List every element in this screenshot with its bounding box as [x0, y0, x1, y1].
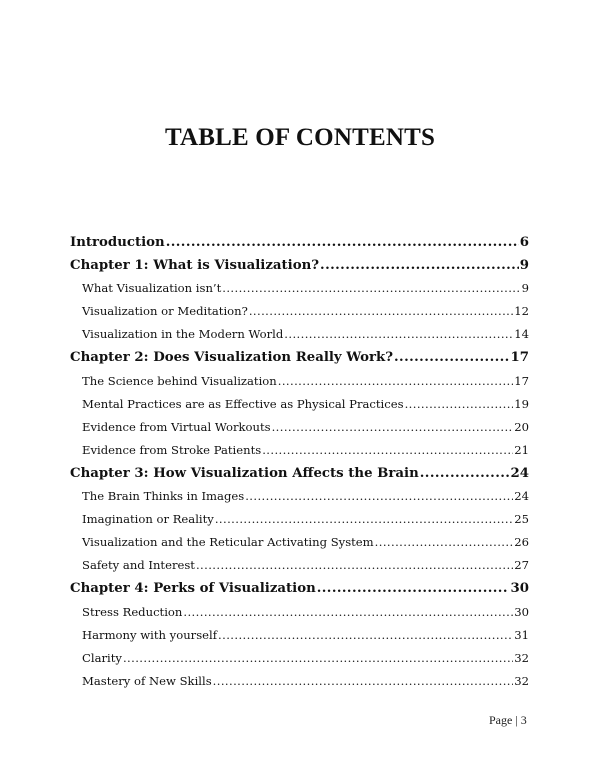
- toc-section-entry[interactable]: [70, 323, 529, 346]
- toc-entry-label: Evidence from Stroke Patients: [82, 442, 262, 457]
- toc-section-entry[interactable]: [70, 647, 529, 670]
- toc-entry-label: Visualization in the Modern World: [82, 327, 284, 342]
- toc-section-entry[interactable]: [70, 416, 529, 439]
- toc-entry-label: Chapter 2: Does Visualization Really Work?: [70, 350, 394, 366]
- toc-entry-label: What Visualization isn’t: [82, 281, 222, 296]
- toc-entry-page-number: 9: [519, 258, 529, 274]
- toc-section-entry[interactable]: [70, 624, 529, 647]
- toc-entry-page-number: 32: [514, 673, 529, 688]
- toc-dot-leader: [249, 300, 513, 323]
- toc-entry-page-number: 30: [514, 604, 529, 619]
- toc-dot-leader: [215, 508, 513, 531]
- page-title: TABLE OF CONTENTS: [164, 124, 436, 151]
- toc-dot-leader: [284, 323, 513, 346]
- toc-section-entry[interactable]: [70, 393, 529, 416]
- toc-entry-label: Introduction: [70, 235, 165, 250]
- toc-dot-leader: [278, 370, 513, 393]
- toc-entry-label: Chapter 4: Perks of Visualization: [70, 581, 316, 597]
- toc-dot-leader: [405, 393, 514, 416]
- toc-entry-label: Evidence from Virtual Workouts: [82, 419, 271, 434]
- toc-entry-page-number: 6: [519, 235, 529, 250]
- page-footer: [489, 713, 527, 728]
- page-number: 3: [520, 713, 527, 727]
- toc-entry-page-number: 27: [514, 558, 529, 573]
- toc-chapter-entry[interactable]: [70, 462, 529, 485]
- toc-entry-label: Safety and Interest: [82, 558, 195, 573]
- toc-entry-label: Chapter 1: What is Visualization?: [70, 258, 320, 274]
- toc-section-entry[interactable]: [70, 370, 529, 393]
- toc-dot-leader: [218, 624, 513, 647]
- toc-entry-page-number: 26: [514, 535, 529, 550]
- toc-chapter-entry[interactable]: [70, 254, 529, 277]
- table-of-contents: [70, 231, 529, 693]
- toc-dot-leader: [262, 439, 513, 462]
- toc-dot-leader: [375, 531, 514, 554]
- toc-section-entry[interactable]: [70, 531, 529, 554]
- toc-entry-page-number: 14: [514, 327, 529, 342]
- toc-entry-label: Visualization and the Reticular Activating System: [82, 535, 374, 550]
- toc-entry-page-number: 17: [510, 350, 529, 366]
- toc-entry-page-number: 24: [514, 489, 529, 504]
- toc-section-entry[interactable]: [70, 670, 529, 693]
- toc-chapter-entry[interactable]: [70, 577, 529, 600]
- toc-entry-page-number: 25: [514, 512, 529, 527]
- toc-section-entry[interactable]: [70, 300, 529, 323]
- toc-entry-label: Chapter 3: How Visualization Affects the Brain: [70, 465, 419, 481]
- toc-entry-page-number: 30: [510, 581, 529, 597]
- toc-dot-leader: [196, 554, 513, 577]
- toc-entry-label: The Brain Thinks in Images: [82, 489, 245, 504]
- toc-dot-leader: [320, 254, 519, 277]
- toc-entry-page-number: 17: [514, 373, 529, 388]
- toc-entry-page-number: 9: [521, 281, 529, 296]
- toc-entry-page-number: 19: [514, 396, 529, 411]
- toc-entry-page-number: 31: [514, 627, 529, 642]
- toc-section-entry[interactable]: [70, 277, 529, 300]
- toc-entry-page-number: 20: [514, 419, 529, 434]
- toc-entry-label: Mastery of New Skills: [82, 673, 212, 688]
- toc-entry-page-number: 12: [514, 304, 529, 319]
- toc-entry-page-number: 32: [514, 650, 529, 665]
- toc-entry-label: The Science behind Visualization: [82, 373, 277, 388]
- toc-section-entry[interactable]: [70, 554, 529, 577]
- toc-section-entry[interactable]: [70, 601, 529, 624]
- toc-dot-leader: [123, 647, 513, 670]
- toc-section-entry[interactable]: [70, 439, 529, 462]
- toc-dot-leader: [420, 462, 510, 485]
- page-separator: |: [515, 713, 518, 727]
- toc-entry-label: Stress Reduction: [82, 604, 183, 619]
- toc-dot-leader: [166, 231, 519, 254]
- toc-entry-page-number: 24: [510, 465, 529, 481]
- toc-chapter-entry[interactable]: [70, 346, 529, 369]
- toc-dot-leader: [183, 601, 513, 624]
- toc-chapter-entry[interactable]: [70, 231, 529, 254]
- toc-dot-leader: [394, 346, 509, 369]
- toc-dot-leader: [272, 416, 514, 439]
- toc-entry-label: Mental Practices are as Effective as Physical Practices: [82, 396, 404, 411]
- toc-dot-leader: [213, 670, 514, 693]
- toc-dot-leader: [317, 577, 510, 600]
- toc-entry-label: Visualization or Meditation?: [82, 304, 248, 319]
- page-word: Page: [489, 713, 513, 727]
- toc-dot-leader: [222, 277, 520, 300]
- toc-entry-label: Harmony with yourself: [82, 627, 218, 642]
- toc-dot-leader: [245, 485, 513, 508]
- toc-entry-label: Clarity: [82, 650, 122, 665]
- toc-entry-label: Imagination or Reality: [82, 512, 214, 527]
- toc-entry-page-number: 21: [514, 442, 529, 457]
- toc-section-entry[interactable]: [70, 508, 529, 531]
- toc-section-entry[interactable]: [70, 485, 529, 508]
